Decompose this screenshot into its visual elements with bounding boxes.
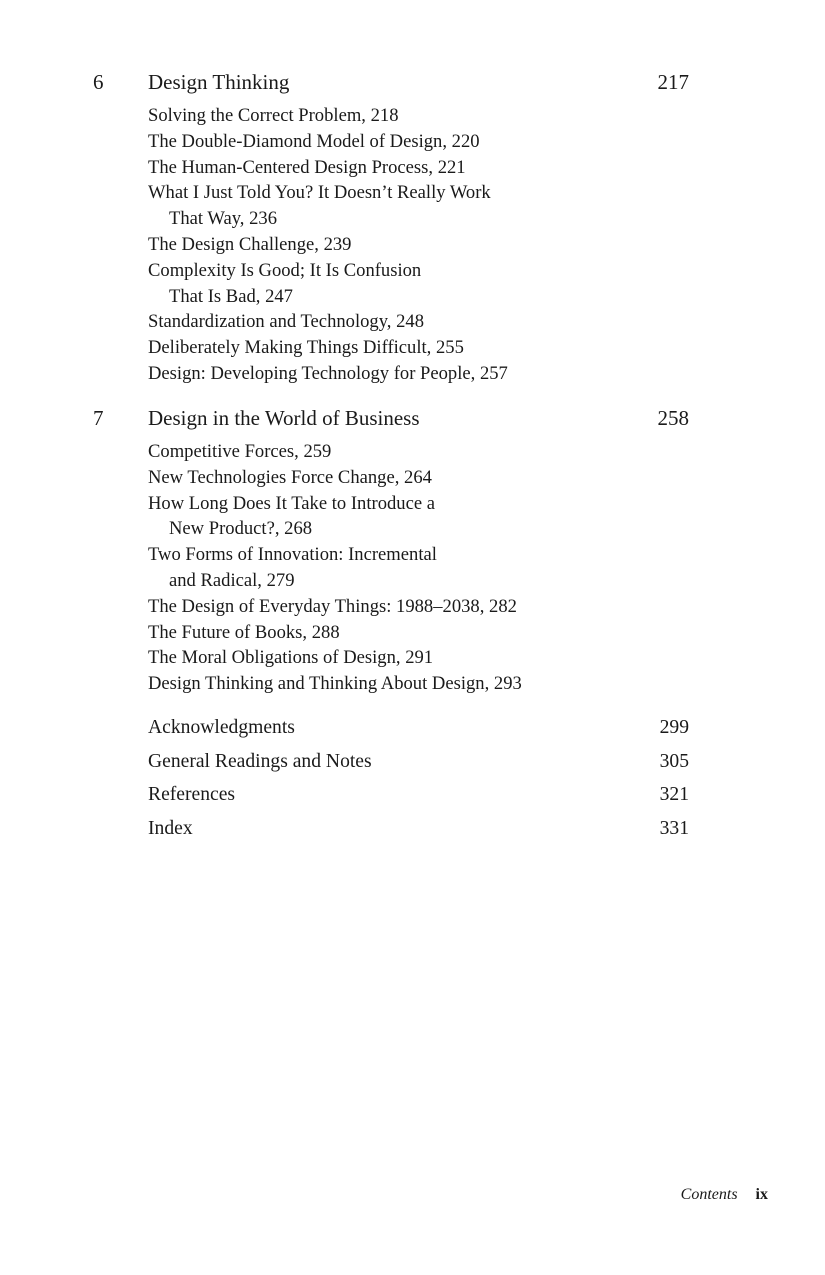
section-entry — [148, 645, 522, 671]
section-title: New Technologies Force Change, — [148, 466, 400, 488]
section-title: The Design of Everyday Things: 1988–2038, — [148, 595, 485, 617]
back-matter-page-number: 321 — [659, 784, 689, 805]
section-title: Competitive Forces, — [148, 441, 299, 462]
section-page-number: 268 — [284, 518, 313, 540]
chapter-title: Design in the World of Business — [148, 406, 420, 430]
section-entry — [148, 594, 522, 620]
section-page-number: 255 — [435, 337, 464, 359]
chapter-heading — [0, 69, 825, 95]
section-page-number: 257 — [479, 362, 508, 384]
section-title: How Long Does It Take to Introduce a — [148, 492, 435, 514]
section-page-number: 264 — [404, 466, 432, 488]
section-entry — [148, 491, 522, 543]
section-page-number: 247 — [265, 285, 293, 307]
section-page-number: 248 — [396, 311, 424, 333]
section-entry — [148, 155, 508, 181]
section-entry — [148, 309, 508, 335]
section-entry — [148, 465, 522, 491]
section-title: The Double-Diamond Model of Design, — [148, 130, 447, 152]
section-title: The Moral Obligations of Design, — [148, 647, 401, 669]
chapter-page-number: 258 — [657, 406, 689, 430]
section-page-number: 221 — [437, 156, 466, 178]
back-matter-title: Index — [148, 818, 193, 839]
back-matter-title: General Readings and Notes — [148, 751, 372, 772]
section-title: The Design Challenge, — [148, 233, 319, 255]
section-page-number: 282 — [489, 595, 517, 617]
back-matter-page-number: 299 — [659, 717, 689, 738]
section-page-number: 239 — [323, 233, 352, 255]
section-entry — [148, 620, 522, 646]
section-entry — [148, 258, 508, 310]
chapter-heading — [0, 405, 825, 431]
back-matter-page-number: 331 — [659, 818, 689, 839]
chapter-number: 7 — [93, 406, 104, 430]
section-list — [148, 439, 522, 697]
section-entry — [148, 439, 522, 465]
section-title: The Future of Books, — [148, 621, 308, 643]
running-footer-label: Contents — [680, 1186, 738, 1203]
chapter-6 — [0, 69, 825, 384]
section-title: Design Thinking and Thinking About Design, — [148, 673, 490, 695]
chapter-title: Design Thinking — [148, 70, 290, 94]
section-title: Design: Developing Technology for People, — [148, 362, 476, 384]
chapter-7 — [0, 405, 825, 695]
back-matter-title: Acknowledgments — [148, 717, 295, 738]
section-title: Standardization and Technology, — [148, 311, 392, 333]
section-entry — [148, 232, 508, 258]
section-title-continued: New Product?, — [169, 518, 280, 540]
section-page-number: 293 — [493, 673, 522, 695]
section-list — [148, 103, 508, 387]
section-title-continued: and Radical, — [169, 569, 262, 591]
folio-page-number: ix — [755, 1186, 768, 1203]
section-title-continued: That Way, — [169, 208, 245, 230]
section-page-number: 291 — [405, 647, 434, 669]
back-matter-references — [148, 782, 689, 808]
chapter-number: 6 — [93, 70, 104, 94]
section-entry — [148, 542, 522, 594]
section-page-number: 218 — [370, 105, 399, 126]
section-page-number: 259 — [303, 441, 332, 462]
section-title: What I Just Told You? It Doesn’t Really Work — [148, 182, 491, 204]
section-title: The Human-Centered Design Process, — [148, 156, 434, 178]
chapter-page-number: 217 — [657, 70, 689, 94]
section-entry — [148, 129, 508, 155]
section-page-number: 220 — [451, 130, 480, 152]
section-page-number: 236 — [249, 208, 277, 230]
section-page-number: 279 — [266, 569, 295, 591]
section-page-number: 288 — [311, 621, 340, 643]
running-footer — [681, 1185, 768, 1205]
section-title: Deliberately Making Things Difficult, — [148, 337, 432, 359]
section-entry — [148, 361, 508, 387]
back-matter-general-readings — [148, 749, 689, 775]
section-entry — [148, 180, 508, 232]
section-entry — [148, 335, 508, 361]
section-entry — [148, 103, 508, 129]
back-matter-acknowledgments — [148, 715, 689, 741]
section-title-continued: That Is Bad, — [169, 285, 261, 307]
back-matter-title: References — [148, 784, 236, 805]
section-title: Two Forms of Innovation: Incremental — [148, 544, 437, 566]
back-matter-page-number: 305 — [659, 751, 689, 772]
back-matter-index — [148, 816, 689, 842]
section-title: Solving the Correct Problem, — [148, 105, 366, 126]
section-title: Complexity Is Good; It Is Confusion — [148, 259, 422, 281]
section-entry — [148, 671, 522, 697]
